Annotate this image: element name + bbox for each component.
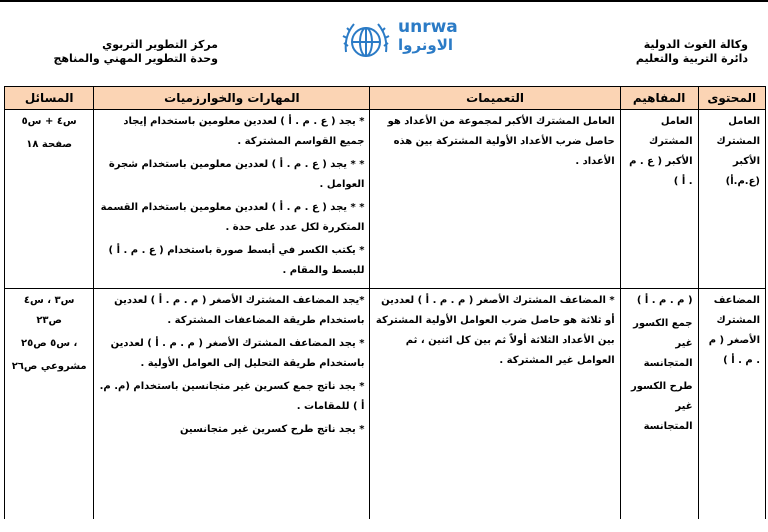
header-generalizations: التعميمات	[370, 87, 620, 110]
header-content: المحتوى	[698, 87, 765, 110]
header-right-block	[548, 38, 748, 66]
header-skills: المهارات والخوارزميات	[94, 87, 370, 110]
cell-content: المضاعف المشترك الأصغر ( م . م . أ )	[698, 289, 765, 520]
department-name: دائرة التربية والتعليم	[635, 52, 748, 65]
unrwa-logo	[338, 16, 478, 72]
table-row	[5, 110, 766, 289]
table-header-row	[5, 87, 766, 110]
cell-concepts: ( م . م . أ ) جمع الكسور غير المتجانسة طرح الكسور غير المتجانسة	[620, 289, 698, 520]
skill-item: *يجد المضاعف المشترك الأصغر ( م . م . أ ) لعددين باستخدام طريقة المضاعفات المشتركة .	[114, 295, 365, 326]
skill-item: * * يجد ( ع . م . أ ) لعددين معلومين باستخدام شجرة العوامل .	[108, 159, 365, 190]
skill-item: * يجد ناتج جمع كسرين غير متجانسين باستخدام (م. م. أ ) للمقامات .	[99, 381, 365, 412]
cell-content: العامل المشترك الأكبر (ع.م.أ)	[698, 110, 765, 289]
logo-english-text: unrwa	[398, 17, 458, 37]
skill-item: * يجد ناتج طرح كسرين غير متجانسين	[179, 424, 365, 435]
un-emblem-icon	[338, 16, 394, 72]
cell-skills	[94, 289, 370, 520]
center-name: مركز التطوير التربوي	[102, 38, 218, 51]
skill-item: * * يجد ( ع . م . أ ) لعددين معلومين باستخدام القسمة المتكررة لكل عدد على حدة .	[100, 202, 365, 233]
header-problems: المسائل	[5, 87, 94, 110]
header-left-block	[18, 38, 218, 66]
cell-skills	[94, 110, 370, 289]
skill-item: * يجد المضاعف المشترك الأصغر ( م . م . أ ) لعددين باستخدام طريقة التحليل إلى العوامل الأولية .	[110, 338, 365, 369]
table-row	[5, 289, 766, 520]
skill-item: * يكتب الكسر في أبسط صورة باستخدام ( ع . م . أ ) للبسط والمقام .	[108, 245, 365, 276]
skill-item: * يجد ( ع . م . أ ) لعددين معلومين باستخدام إيجاد جميع القواسم المشتركة .	[123, 116, 365, 147]
top-border-line	[0, 0, 768, 2]
cell-generalizations: العامل المشترك الأكبر لمجموعة من الأعداد هو حاصل ضرب الأعداد الأولية المشتركة بين هذه الأعداد .	[370, 110, 620, 289]
cell-generalizations: * المضاعف المشترك الأصغر ( م . م . أ ) لعددين أو ثلاثة هو حاصل ضرب العوامل الأولية المشتركة بين الأعداد الثلاثة أولاً ثم بين كل اثنين ، ثم العوامل غير المشتركة .	[370, 289, 620, 520]
unit-name: وحدة التطوير المهني والمناهج	[53, 52, 218, 65]
logo-arabic-text: الاونروا	[398, 36, 454, 54]
header-concepts: المفاهيم	[620, 87, 698, 110]
cell-problems: س٤ + س٥ صفحة ١٨	[5, 110, 94, 289]
cell-problems: س٣ ، س٤ ص٢٣ ، س٥ ص٢٥ مشروعي ص٢٦	[5, 289, 94, 520]
agency-name: وكالة الغوث الدولية	[643, 38, 748, 51]
curriculum-table	[4, 86, 766, 519]
cell-concepts: العامل المشترك الأكبر ( ع . م . أ )	[620, 110, 698, 289]
